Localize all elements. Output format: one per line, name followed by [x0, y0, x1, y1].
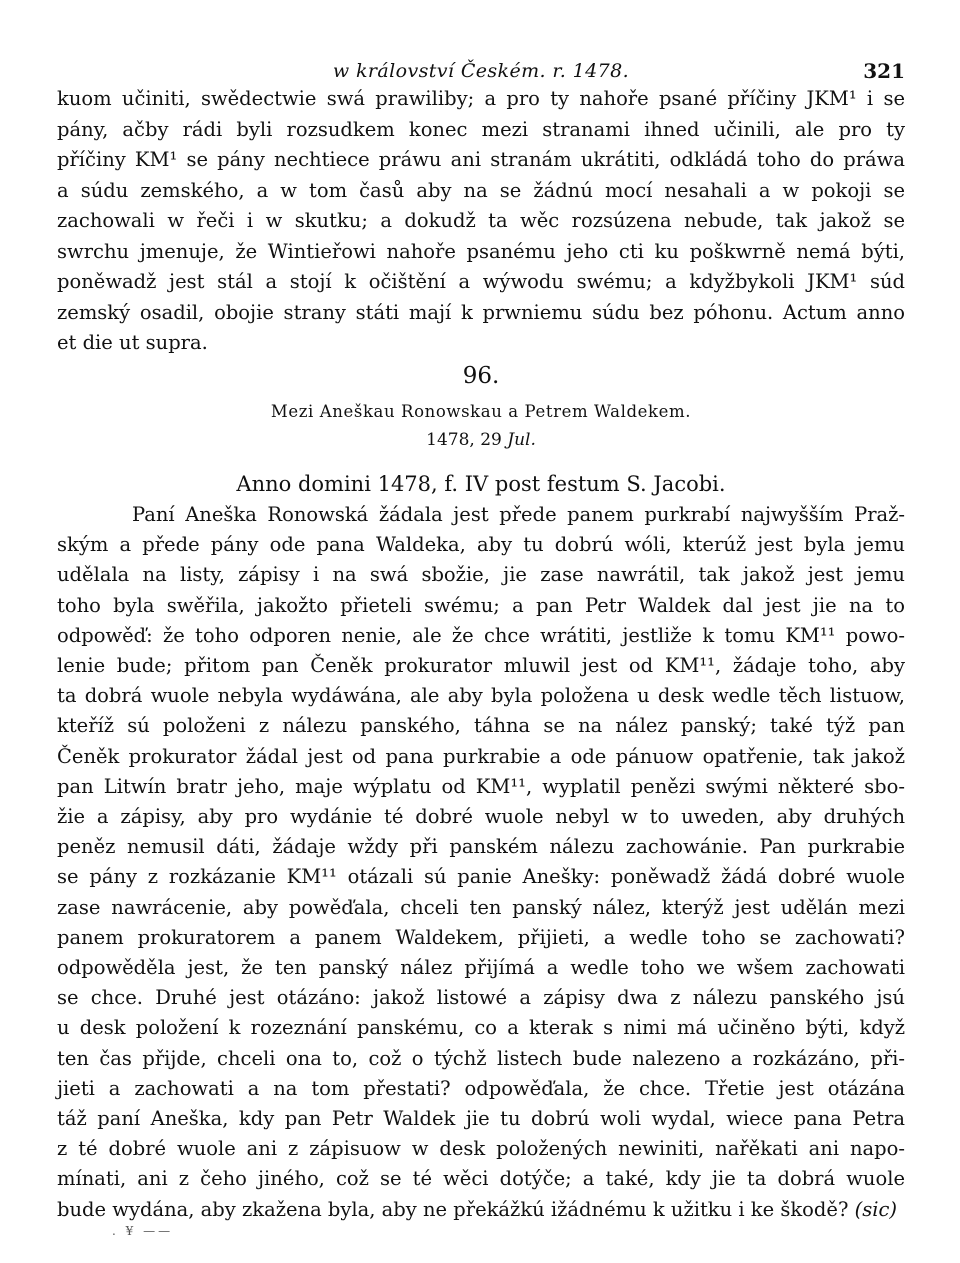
running-title: w království Českém. r. 1478. — [332, 60, 630, 82]
text-line: Paní Aneška Ronowská žádala jest přede panem purkrabí najwyšším Praž- — [132, 503, 905, 526]
text-line: kteříž sú položeni z nálezu panského, táhna se na nález panský; také týž pan — [57, 714, 905, 738]
text-line: Čeněk prokurator žádal jest od pana purkrabie a ode pánuow opatřenie, tak jakož — [57, 744, 905, 768]
text-line: ským a přede pány ode pana Waldeka, aby tu dobrú wóli, kterúž jest byla jemu — [57, 533, 905, 557]
text-line: odpowěď: že toho odporen nenie, ale že chce wrátiti, jestliže k tomu KM¹¹ powo- — [57, 623, 905, 647]
text-line: pan Litwín bratr jeho, maje wýplatu od KM¹¹, wyplatil penězi swými některé sbo- — [57, 774, 905, 798]
text-line: zachowali w řeči i w skutku; a dokudž ta wěc rozsúzena nebude, tak jakož se — [57, 209, 905, 232]
text-line: udělala na listy, zápisy i na swá sbožie, jie zase nawrátil, tak jakož jest jemu — [57, 563, 905, 587]
text-line: ta dobrá wuole nebyla wydáwána, ale aby byla položena u desk wedle těch listuow, — [57, 684, 905, 708]
document-number: 96. — [462, 363, 500, 389]
text-line: peněz nemusil dáti, žádaje wždy při panském nálezu zachowánie. Pan purkrabie — [57, 835, 905, 859]
text-line: příčiny KM¹ se pány nechtiece práwu ani stranám ukrátiti, odkládá toho do práwa — [57, 148, 905, 171]
text-line: ten čas přijde, chceli ona to, což o týchž listech bude nalezeno a rozkázáno, při- — [57, 1046, 905, 1070]
text-line: panem prokuratorem a panem Waldekem, přijieti, a wedle toho se zachowati? — [57, 925, 905, 949]
document-date-month: Jul. — [507, 430, 536, 450]
text-line: zemský osadil, obojie strany státi mají k prwniemu súdu bez póhonu. Actum anno — [57, 300, 905, 324]
text-line: bude wydána, aby zkažena byla, aby ne překážkú ižádnému k užitku i ke škodě? (sic) — [57, 1197, 897, 1221]
text-line: se chce. Druhé jest otázáno: jakož listowé a zápisy dwa z nálezu panského jsú — [57, 986, 905, 1010]
text-line: poněwadž jest stál a stojí k očištění a wýwodu swému; a kdyžbykoli JKM¹ súd — [57, 270, 905, 293]
text-line: se pány z rozkázanie KM¹¹ otázali sú panie Anešky: poněwadž žádá dobré wuole — [57, 865, 905, 889]
document-opening: Anno domini 1478, f. IV post festum S. Jacobi. — [236, 472, 726, 496]
text-line: kuom učiniti, swědectwie swá prawiliby; a pro ty nahoře psané příčiny JKM¹ i se — [57, 87, 905, 110]
document-date — [57, 426, 905, 454]
text-line: et die ut supra. — [57, 331, 208, 354]
text-line: pány, ačby rádi byli rozsudkem konec mezi stranami ihned učinili, ale pro ty — [57, 117, 905, 141]
sic-note: (sic) — [848, 1197, 897, 1221]
stray-print-marks: . ¥ —— — [112, 1224, 174, 1238]
document-date-text: 1478, 29 — [426, 430, 502, 450]
text-line: žie a zápisy, aby pro wydánie té dobré wuole nebyl w to uweden, aby druhých — [57, 805, 905, 828]
page-number: 321 — [863, 59, 905, 83]
text-line: táž paní Aneška, kdy pan Petr Waldek jie tu dobrú woli wydal, wiece pana Petra — [57, 1107, 905, 1130]
text-line: mínati, ani z čeho jiného, což se té wěci dotýče; a také, kdy jie ta dobrá wuole — [57, 1167, 905, 1191]
text-line: lenie bude; přitom pan Čeněk prokurator mluwil jest od KM¹¹, žádaje toho, aby — [57, 654, 905, 677]
document-heading: Mezi Aneškau Ronowskau a Petrem Waldekem. — [270, 402, 692, 421]
text-line: z té dobré wuole ani z zápisuow w desk položených newiniti, nařěkati ani napo- — [57, 1137, 905, 1161]
text-line: zase nawrácenie, aby powěďala, chceli ten panský nález, kterýž jest udělán mezi — [57, 895, 905, 919]
text-line: a súdu zemského, a w tom časů aby na se žádnú mocí nesahali a w pokoji se — [57, 178, 905, 202]
text-line: swrchu jmenuje, že Wintieřowi nahoře psanému jeho cti ku poškwrně nemá býti, — [57, 239, 905, 263]
text-line: toho byla swěřila, jakožto přieteli swému; a pan Petr Waldek dal jest jie na to — [57, 593, 905, 617]
text-line: u desk položení k rozeznání panskému, co a kterak s nimi má učiněno býti, když — [57, 1016, 905, 1040]
text-line: jieti a zachowati a na tom přestati? odpowěďala, že chce. Třetie jest otázána — [57, 1076, 905, 1100]
text-line: odpowěděla jest, že ten panský nález přijímá a wedle toho we wšem zachowati — [57, 956, 905, 979]
page-header — [57, 54, 905, 88]
